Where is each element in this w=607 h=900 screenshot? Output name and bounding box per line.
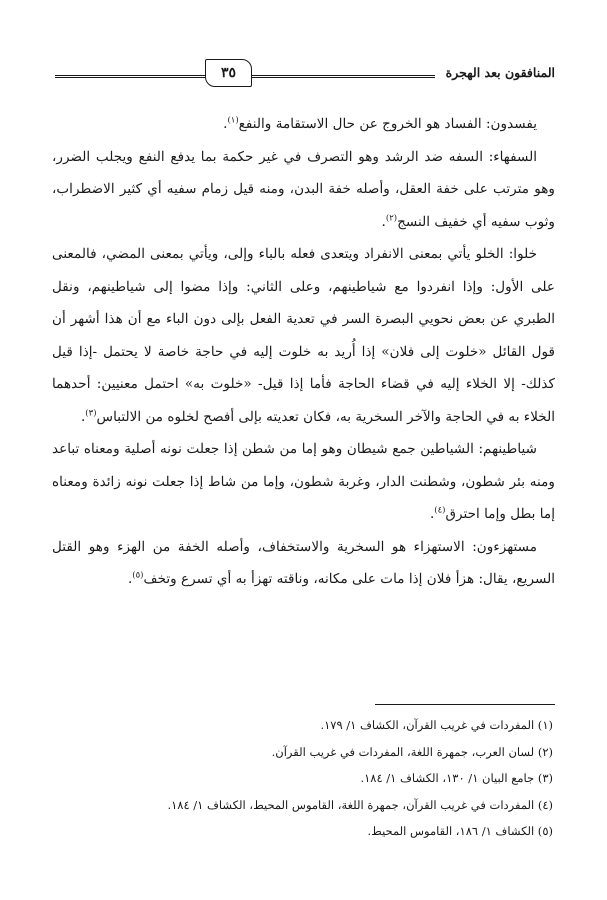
footnote: (٤) المفردات في غريب القرآن، جمهرة اللغة، القاموس المحيط، الكشاف ١/ ١٨٤.: [167, 797, 553, 812]
paragraph: [52, 108, 555, 141]
paragraph: [52, 141, 555, 239]
page-header: [55, 56, 555, 90]
header-rule-left: [55, 75, 205, 78]
paragraph-end: .: [80, 408, 86, 425]
paragraph-end: .: [127, 571, 133, 587]
paragraph-text: يفسدون: الفساد هو الخروج عن حال الاستقامة والنفع: [238, 116, 537, 132]
footnote: (٣) جامع البيان ١/ ١٣٠، الكشاف ١/ ١٨٤.: [360, 771, 553, 785]
footnotes: [52, 712, 555, 845]
page-number: ٣٥: [205, 59, 252, 87]
footnote-ref: (١): [227, 115, 239, 126]
paragraph: [52, 238, 555, 433]
main-text: [52, 108, 555, 596]
paragraph: [52, 531, 555, 596]
paragraph: [52, 433, 555, 531]
paragraph-text: شياطينهم: الشياطين جمع شيطان وهو إما من شطن إذا جعلت نونه أصلية ومعناه تباعد ومنه بئر شطون، وشطنت الدار، وغربة شطون، وإما من شاط إذا جعلت نونه زائدة ومعناه إما بطل وإما احترق: [52, 441, 555, 522]
paragraph-text: السفهاء: السفه ضد الرشد وهو التصرف في غير حكمة بما يدفع النفع ويجلب الضرر، وهو مترتب على خفة العقل، وأصله خفة البدن، ومنه قيل زمام سفيه أي كثير الاضطراب، وثوب سفيه أي خفيف النسج: [52, 148, 555, 230]
paragraph-end: .: [381, 213, 386, 230]
paragraph-end: .: [429, 506, 435, 522]
paragraph-text: مستهزءون: الاستهزاء هو السخرية والاستخفاف، وأصله الخفة من الهزء وهو القتل السريع، يقال: هزأ فلان إذا مات على مكانه، وناقته تهزأ به أي تسرع وتخف: [52, 538, 555, 587]
footnote-ref: (٣): [85, 407, 97, 418]
paragraph-text: خلوا: الخلو يأتي بمعنى الانفراد ويتعدى فعله بالباء وإلى، ويأتي بمعنى المضي، فالمعنى على الأول: وإذا انفردوا مع شياطينهم، وعلى الثاني: وإذا مضوا إلى شياطينهم، ونقل الطبري عن بعض نحويي البصرة السر في تعدية الفعل بإلى دون الباء مع أن هذا أشهر أن قول القائل «خلوت إلى فلان» إذا أُريد به خلوت إليه في حاجة خاصة لا يحتمل -إذا قيل كذلك- إلا الخلاء إليه في قضاء الحاجة فأما إذا قيل- «خلوت به» احتمل معنيين: أحدهما الخلاء به في الحاجة والآخر السخرية به، فكان تعديته بإلى أفصح لخلوه من الالتباس: [52, 246, 555, 425]
footnote-ref: (٥): [132, 570, 144, 581]
footnote-separator: [375, 704, 555, 705]
footnote-ref: (٢): [385, 212, 398, 223]
footnote: (١) المفردات في غريب القرآن، الكشاف ١/ ١٧٩.: [320, 718, 553, 732]
footnote-ref: (٤): [434, 505, 446, 516]
paragraph-end: .: [223, 116, 228, 132]
running-title: المنافقون بعد الهجرة: [445, 65, 555, 80]
footnote: (٢) لسان العرب، جمهرة اللغة، المفردات في غريب القرآن.: [271, 744, 553, 759]
footnote: (٥) الكشاف ١/ ١٨٦، القاموس المحيط.: [367, 824, 553, 838]
